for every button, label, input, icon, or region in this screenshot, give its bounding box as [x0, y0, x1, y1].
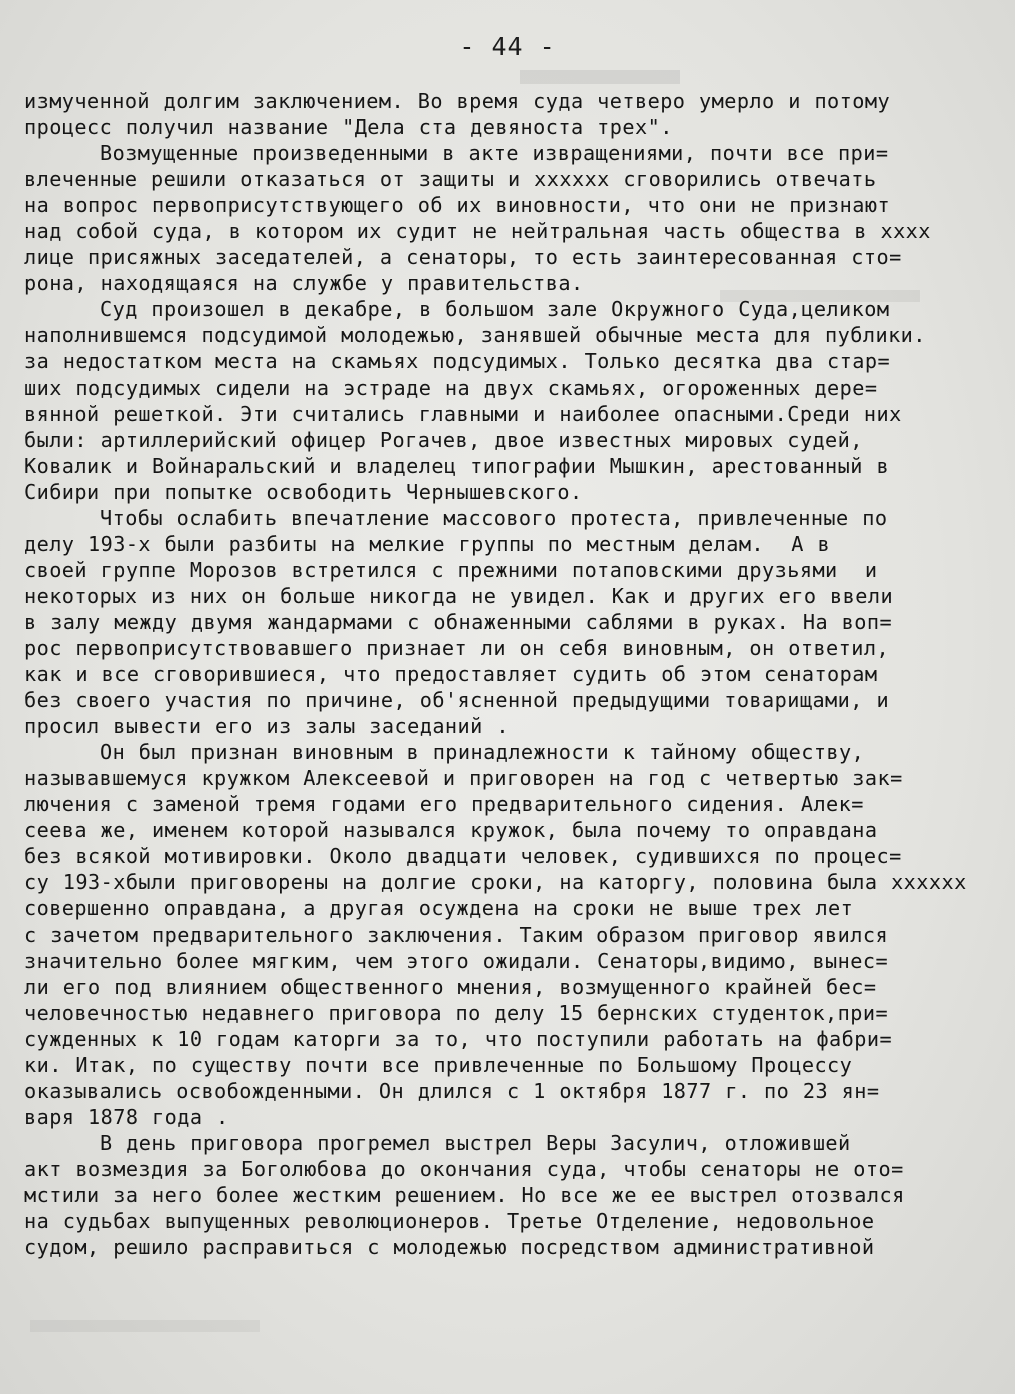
text-line: с зачетом предварительного заключения. Таким образом приговор явился: [24, 922, 889, 947]
text-line: Он был признан виновным в принадлежности к тайному обществу,: [100, 740, 865, 765]
text-line: су 193-хбыли приговорены на долгие сроки, на каторгу, половина была хххххх: [24, 870, 967, 895]
text-line: судом, решило расправиться с молодежью посредством административной: [24, 1235, 875, 1260]
text-line: Сибири при попытке освободить Чернышевского.: [24, 479, 583, 504]
text-line: мстили за него более жестким решением. Но все же ее выстрел отозвался: [24, 1182, 905, 1207]
text-line: на судьбах выпущенных революционеров. Третье Отделение, недовольное: [24, 1209, 875, 1234]
text-line: называвшемуся кружком Алексеевой и приговорен на год с четвертью зак=: [24, 766, 903, 791]
bleed-through-mark: [30, 1320, 260, 1332]
text-line: без своего участия по причине, об'ясненной предыдущими товарищами, и: [24, 688, 890, 713]
text-line: рона, находящаяся на службе у правительства.: [24, 271, 584, 296]
text-line: Суд произошел в декабре, в большом зале Окружного Суда,целиком: [100, 297, 890, 322]
text-line: некоторых из них он больше никогда не увидел. Как и других его ввели: [24, 583, 894, 608]
text-line: совершенно оправдана, а другая осуждена на сроки не выше трех лет: [24, 896, 854, 921]
text-line: в залу между двумя жандармами с обнаженными саблями в руках. На воп=: [24, 609, 893, 634]
text-line: ших подсудимых сидели на эстраде на двух скамьях, огороженных дере=: [24, 375, 878, 400]
text-line: за недостатком места на скамьях подсудимых. Только десятка два стар=: [24, 349, 891, 374]
text-line: лице присяжных заседателей, а сенаторы, то есть заинтересованная сто=: [24, 245, 902, 270]
text-line: измученной долгим заключением. Во время суда четверо умерло и потому: [24, 89, 891, 113]
text-line: оказывались освобожденными. Он длился с 1 октября 1877 г. по 23 ян=: [24, 1078, 880, 1103]
text-line: сеева же, именем которой назывался кружок, была почему то оправдана: [24, 818, 878, 843]
text-line: наполнившемся подсудимой молодежью, занявшей обычные места для публики.: [24, 323, 926, 348]
text-line: над собой суда, в котором их судит не нейтральная часть общества в хххх: [24, 219, 931, 244]
text-line: делу 193-х были разбиты на мелкие группы по местным делам. А в: [24, 531, 831, 556]
text-line: рос первоприсутствовавшего признает ли он себя виновным, он ответил,: [24, 635, 890, 660]
text-line: процесс получил название "Дела ста девяноста трех".: [24, 115, 673, 140]
page-number: - 44 -: [459, 32, 556, 61]
text-line: ки. Итак, по существу почти все привлеченные по Большому Процессу: [24, 1052, 853, 1077]
text-line: ли его под влиянием общественного мнения, возмущенного крайней бес=: [24, 974, 877, 999]
text-line: как и все сговорившиеся, что предоставляет судить об этом сенаторам: [24, 662, 878, 687]
text-line: человечностью недавнего приговора по делу 15 бернских студенток,при=: [24, 1000, 889, 1025]
text-line: Ковалик и Войнаральский и владелец типографии Мышкин, арестованный в: [24, 453, 890, 478]
typewritten-text: [24, 88, 984, 1260]
text-line: акт возмездия за Боголюбова до окончания суда, чтобы сенаторы не ото=: [24, 1156, 904, 1181]
text-line: варя 1878 года .: [24, 1104, 229, 1129]
text-line: Чтобы ослабить впечатление массового протеста, привлеченные по: [100, 505, 888, 530]
bleed-through-mark: [520, 70, 680, 84]
text-line: на вопрос первоприсутствующего об их виновности, что они не признают: [24, 193, 891, 218]
text-line: своей группе Морозов встретился с прежними потаповскими друзьями и: [24, 557, 878, 582]
text-line: В день приговора прогремел выстрел Веры Засулич, отложившей: [100, 1130, 851, 1155]
text-line: Возмущенные произведенными в акте извращениями, почти все при=: [100, 141, 889, 166]
text-line: влеченные решили отказаться от защиты и хххххх сговорились отвечать: [24, 167, 877, 192]
text-line: сужденных к 10 годам каторги за то, что поступили работать на фабри=: [24, 1026, 893, 1051]
text-line: без всякой мотивировки. Около двадцати человек, судившихся по процес=: [24, 844, 902, 869]
text-line: были: артиллерийский офицер Рогачев, двое известных мировых судей,: [24, 427, 863, 452]
text-line: просил вывести его из залы заседаний .: [24, 714, 509, 739]
text-line: лючения с заменой тремя годами его предварительного сидения. Алек=: [24, 792, 864, 817]
text-line: вянной решеткой. Эти считались главными и наиболее опасными.Среди них: [24, 401, 902, 426]
text-line: значительно более мягким, чем этого ожидали. Сенаторы,видимо, вынес=: [24, 948, 889, 973]
